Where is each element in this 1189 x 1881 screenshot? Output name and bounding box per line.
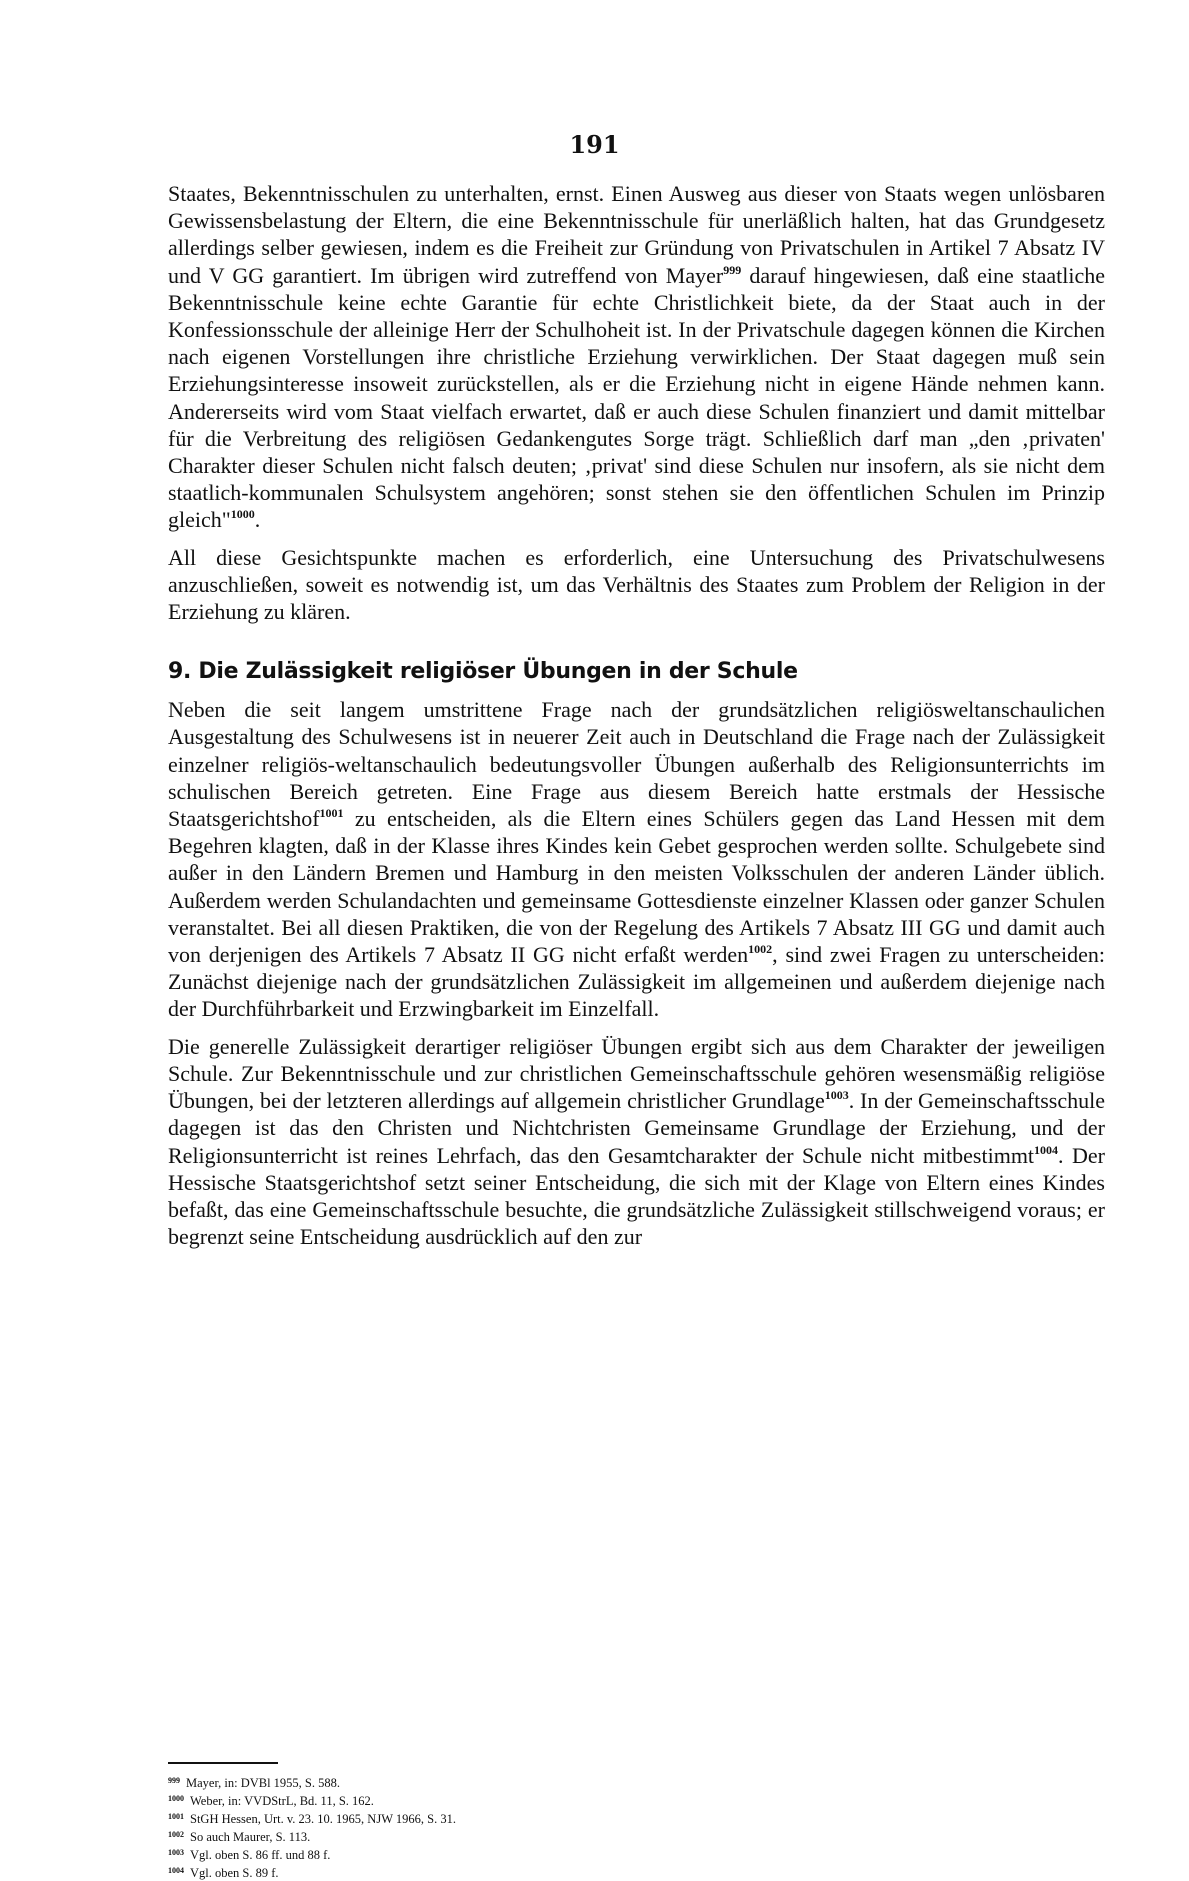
footnote (168, 1827, 768, 1845)
footnote-ref: 1001 (319, 806, 344, 821)
footnotes (168, 1773, 768, 1881)
paragraph-p1: Staates, Bekenntnisschulen zu unterhalten, ernst. Einen Ausweg aus dieser von Staats wegen unlösbaren Gewissensbelastung der Eltern, die eine Bekenntnisschule für unerläßlich halten, hat das Grundgesetz allerdings selber gewiesen, indem es die Freiheit zur Gründung von Privatschulen in Artikel 7 Absatz IV und V GG garantiert. Im übrigen wird zutreffend von Mayer$^{999}$ darauf hingewiesen, daß eine staatliche Bekenntnisschule keine echte Garantie für echte Christlichkeit biete, da der Staat auch in der Konfessionsschule der alleinige Herr der Schulhoheit ist. In der Privatschule dagegen können die Kirchen nach eigenen Vorstellungen ihre christliche Erziehung verwirklichen. Der Staat dagegen muß sein Erziehungsinteresse insoweit zurückstellen, als er die Erziehung nicht in eigene Hände nehmen kann. Andererseits wird vom Staat vielfach erwartet, daß er auch diese Schulen finanziert und damit mittelbar für die Verbreitung des religiösen Gedankengutes Sorge trägt. Schließlich darf man „den ‚privaten' Charakter dieser Schulen nicht falsch deuten; ‚privat' sind diese Schulen nur insofern, als sie nicht dem staatlich-kommunalen Schulsystem angehören; sonst stehen sie den öffentlichen Schulen im Prinzip gleich"$^{1000}$. (168, 181, 1106, 533)
footnote-text: Mayer, in: DVBl 1955, S. 588. (186, 1776, 341, 1790)
footnote-mark: 1003 (168, 1848, 184, 1857)
footnote-divider (168, 1762, 278, 1764)
footnote (168, 1791, 768, 1809)
footnote-ref: 999 (723, 262, 742, 277)
footnote-text: So auch Maurer, S. 113. (190, 1830, 311, 1844)
footnote-ref: 1000 (230, 507, 255, 522)
section-heading: 9. Die Zulässigkeit religiöser Übungen in der Schule (168, 659, 798, 685)
footnote-mark: 1004 (168, 1866, 184, 1875)
footnote-text: Vgl. oben S. 86 ff. und 88 f. (190, 1848, 331, 1862)
paragraphs-before (168, 180, 1105, 625)
footnote (168, 1773, 768, 1791)
paragraph-p4: Die generelle Zulässigkeit derartiger religiöser Übungen ergibt sich aus dem Charakter der jeweiligen Schule. Zur Bekenntnisschule und zur christlichen Gemeinschaftsschule gehören wesensmäßig religiöse Übungen, bei der letzteren allerdings auf allgemein christlicher Grundlage$^{1003}$. In der Gemeinschaftsschule dagegen ist das den Christen und Nichtchristen Gemeinsame Grundlage der Erziehung, und der Religionsunterricht ist reines Lehrfach, das den Gesamtcharakter der Schule nicht mitbestimmt$^{1004}$. Der Hessische Staatsgerichtshof setzt seiner Entscheidung, die sich mit der Klage von Eltern eines Kindes befaßt, das eine Gemeinschaftsschule besuchte, die grundsätzliche Zulässigkeit stillschweigend voraus; er begrenzt seine Entscheidung ausdrücklich auf den zur (168, 1033, 1105, 1250)
footnote (168, 1809, 768, 1827)
footnote-ref: 1003 (824, 1088, 849, 1103)
footnote-mark: 1000 (168, 1794, 184, 1803)
paragraph-p3: Neben die seit langem umstrittene Frage nach der grundsätzlichen religiösweltanschaulichen Ausgestaltung des Schulwesens ist in neuerer Zeit auch in Deutschland die Frage nach der Zulässigkeit einzelner religiös-weltanschaulich bedeutungsvoller Übungen außerhalb des Religionsunterrichts im schulischen Bereich getreten. Eine Frage aus diesem Bereich hatte erstmals der Hessische Staatsgerichtshof$^{1001}$ zu entscheiden, als die Eltern eines Schülers gegen das Land Hessen mit dem Begehren klagten, daß in der Klasse ihres Kindes kein Gebet gesprochen werden sollte. Schulgebete sind außer in den Ländern Bremen und Hamburg in den meisten Volksschulen der anderen Länder üblich. Außerdem werden Schulandachten und gemeinsame Gottesdienste einzelner Klassen oder ganzer Schulen veranstaltet. Bei all diesen Praktiken, die von der Regelung des Artikels 7 Absatz III GG und damit auch von derjenigen des Artikels 7 Absatz II GG nicht erfaßt werden$^{1002}$, sind zwei Fragen zu unterscheiden: Zunächst diejenige nach der grundsätzlichen Zulässigkeit im allgemeinen und außerdem diejenige nach der Durchführbarkeit und Erzwingbarkeit im Einzelfall. (168, 697, 1105, 1022)
footnote-mark: 1002 (168, 1830, 184, 1839)
paragraphs-after (168, 696, 1105, 1250)
footnote-text: StGH Hessen, Urt. v. 23. 10. 1965, NJW 1966, S. 31. (190, 1812, 456, 1826)
footnote (168, 1863, 768, 1881)
paragraph-p2: All diese Gesichtspunkte machen es erforderlich, eine Untersuchung des Privatschulwesens anzuschließen, soweit es notwendig ist, um das Verhältnis des Staates zum Problem der Religion in der Erziehung zu klären. (168, 544, 1105, 625)
body-text (168, 180, 1105, 1250)
footnote-ref: 1004 (1034, 1142, 1059, 1157)
footnote-ref: 1002 (748, 942, 773, 957)
page-number: 191 (569, 130, 620, 159)
footnote-mark: 999 (168, 1776, 180, 1785)
footnote-mark: 1001 (168, 1812, 184, 1821)
footnote-text: Weber, in: VVDStrL, Bd. 11, S. 162. (190, 1794, 374, 1808)
footnote (168, 1845, 768, 1863)
footnote-text: Vgl. oben S. 89 f. (190, 1866, 279, 1880)
